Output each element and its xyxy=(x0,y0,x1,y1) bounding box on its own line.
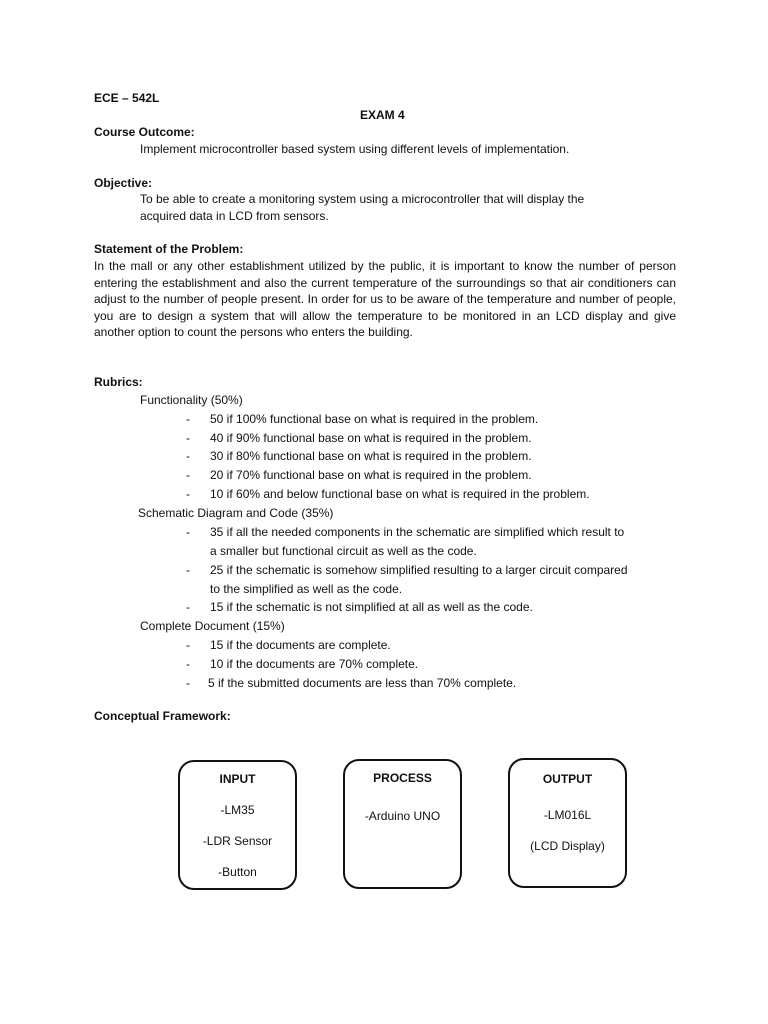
objective-line-1: To be able to create a monitoring system using a microcontroller that will display the xyxy=(140,192,585,206)
output-box xyxy=(508,758,627,888)
output-item-lcd: (LCD Display) xyxy=(530,839,605,853)
framework-heading: Conceptual Framework: xyxy=(94,709,231,723)
list-dash: - xyxy=(186,525,190,539)
schematic-title: Schematic Diagram and Code (35%) xyxy=(138,506,334,520)
list-dash: - xyxy=(186,487,190,501)
course-outcome-text: Implement microcontroller based system using different levels of implementation. xyxy=(140,142,570,156)
process-item-arduino: -Arduino UNO xyxy=(364,809,441,823)
input-item-button: -Button xyxy=(218,865,257,879)
input-box xyxy=(178,760,297,890)
schematic-item-1-line-1: 35 if all the needed components in the schematic are simplified which result to xyxy=(210,525,625,539)
output-title: OUTPUT xyxy=(542,772,593,786)
process-title: PROCESS xyxy=(373,771,432,785)
input-item-ldr: -LDR Sensor xyxy=(202,834,273,848)
objective-line-2: acquired data in LCD from sensors. xyxy=(140,209,329,223)
list-dash: - xyxy=(186,600,190,614)
schematic-item-2-line-2: to the simplified as well as the code. xyxy=(210,582,403,596)
input-title: INPUT xyxy=(219,772,256,786)
list-dash: - xyxy=(186,563,190,577)
course-outcome-heading: Course Outcome: xyxy=(94,125,195,139)
problem-text: In the mall or any other establishment utilized by the public, it is important to know the number of person entering the establishment and also the current temperature of the surroundings so that air conditioners can adjust to the number of people present. In order for us to be aware of the temperature and number of people, you are to design a system that will allow the temperature to be monitored in an LCD display and give another option to count the persons who enters the building. xyxy=(94,259,676,339)
list-dash: - xyxy=(186,638,190,652)
input-item-lm35: -LM35 xyxy=(220,803,255,817)
list-dash: - xyxy=(186,412,190,426)
schematic-item-1-line-2: a smaller but functional circuit as well as the code. xyxy=(210,544,477,558)
list-dash: - xyxy=(186,468,190,482)
list-dash: - xyxy=(186,676,190,690)
functionality-item-2: 40 if 90% functional base on what is required in the problem. xyxy=(210,431,532,445)
schematic-item-2-line-1: 25 if the schematic is somehow simplified resulting to a larger circuit compared xyxy=(210,563,628,577)
document-item-2: 10 if the documents are 70% complete. xyxy=(210,657,419,671)
course-code: ECE – 542L xyxy=(94,91,160,105)
functionality-item-1: 50 if 100% functional base on what is required in the problem. xyxy=(210,412,539,426)
functionality-item-3: 30 if 80% functional base on what is required in the problem. xyxy=(210,449,532,463)
document-title: Complete Document (15%) xyxy=(140,619,285,633)
process-box xyxy=(343,759,462,889)
exam-title: EXAM 4 xyxy=(360,108,405,122)
schematic-item-3: 15 if the schematic is not simplified at all as well as the code. xyxy=(210,600,533,614)
output-item-lm016l: -LM016L xyxy=(543,808,592,822)
rubrics-heading: Rubrics: xyxy=(94,375,143,389)
objective-heading: Objective: xyxy=(94,176,153,190)
functionality-item-5: 10 if 60% and below functional base on what is required in the problem. xyxy=(210,487,590,501)
problem-heading: Statement of the Problem: xyxy=(94,242,244,256)
document-item-3: 5 if the submitted documents are less than 70% complete. xyxy=(208,676,517,690)
document-item-1: 15 if the documents are complete. xyxy=(210,638,391,652)
functionality-item-4: 20 if 70% functional base on what is required in the problem. xyxy=(210,468,532,482)
list-dash: - xyxy=(186,449,190,463)
list-dash: - xyxy=(186,657,190,671)
functionality-title: Functionality (50%) xyxy=(140,393,243,407)
list-dash: - xyxy=(186,431,190,445)
